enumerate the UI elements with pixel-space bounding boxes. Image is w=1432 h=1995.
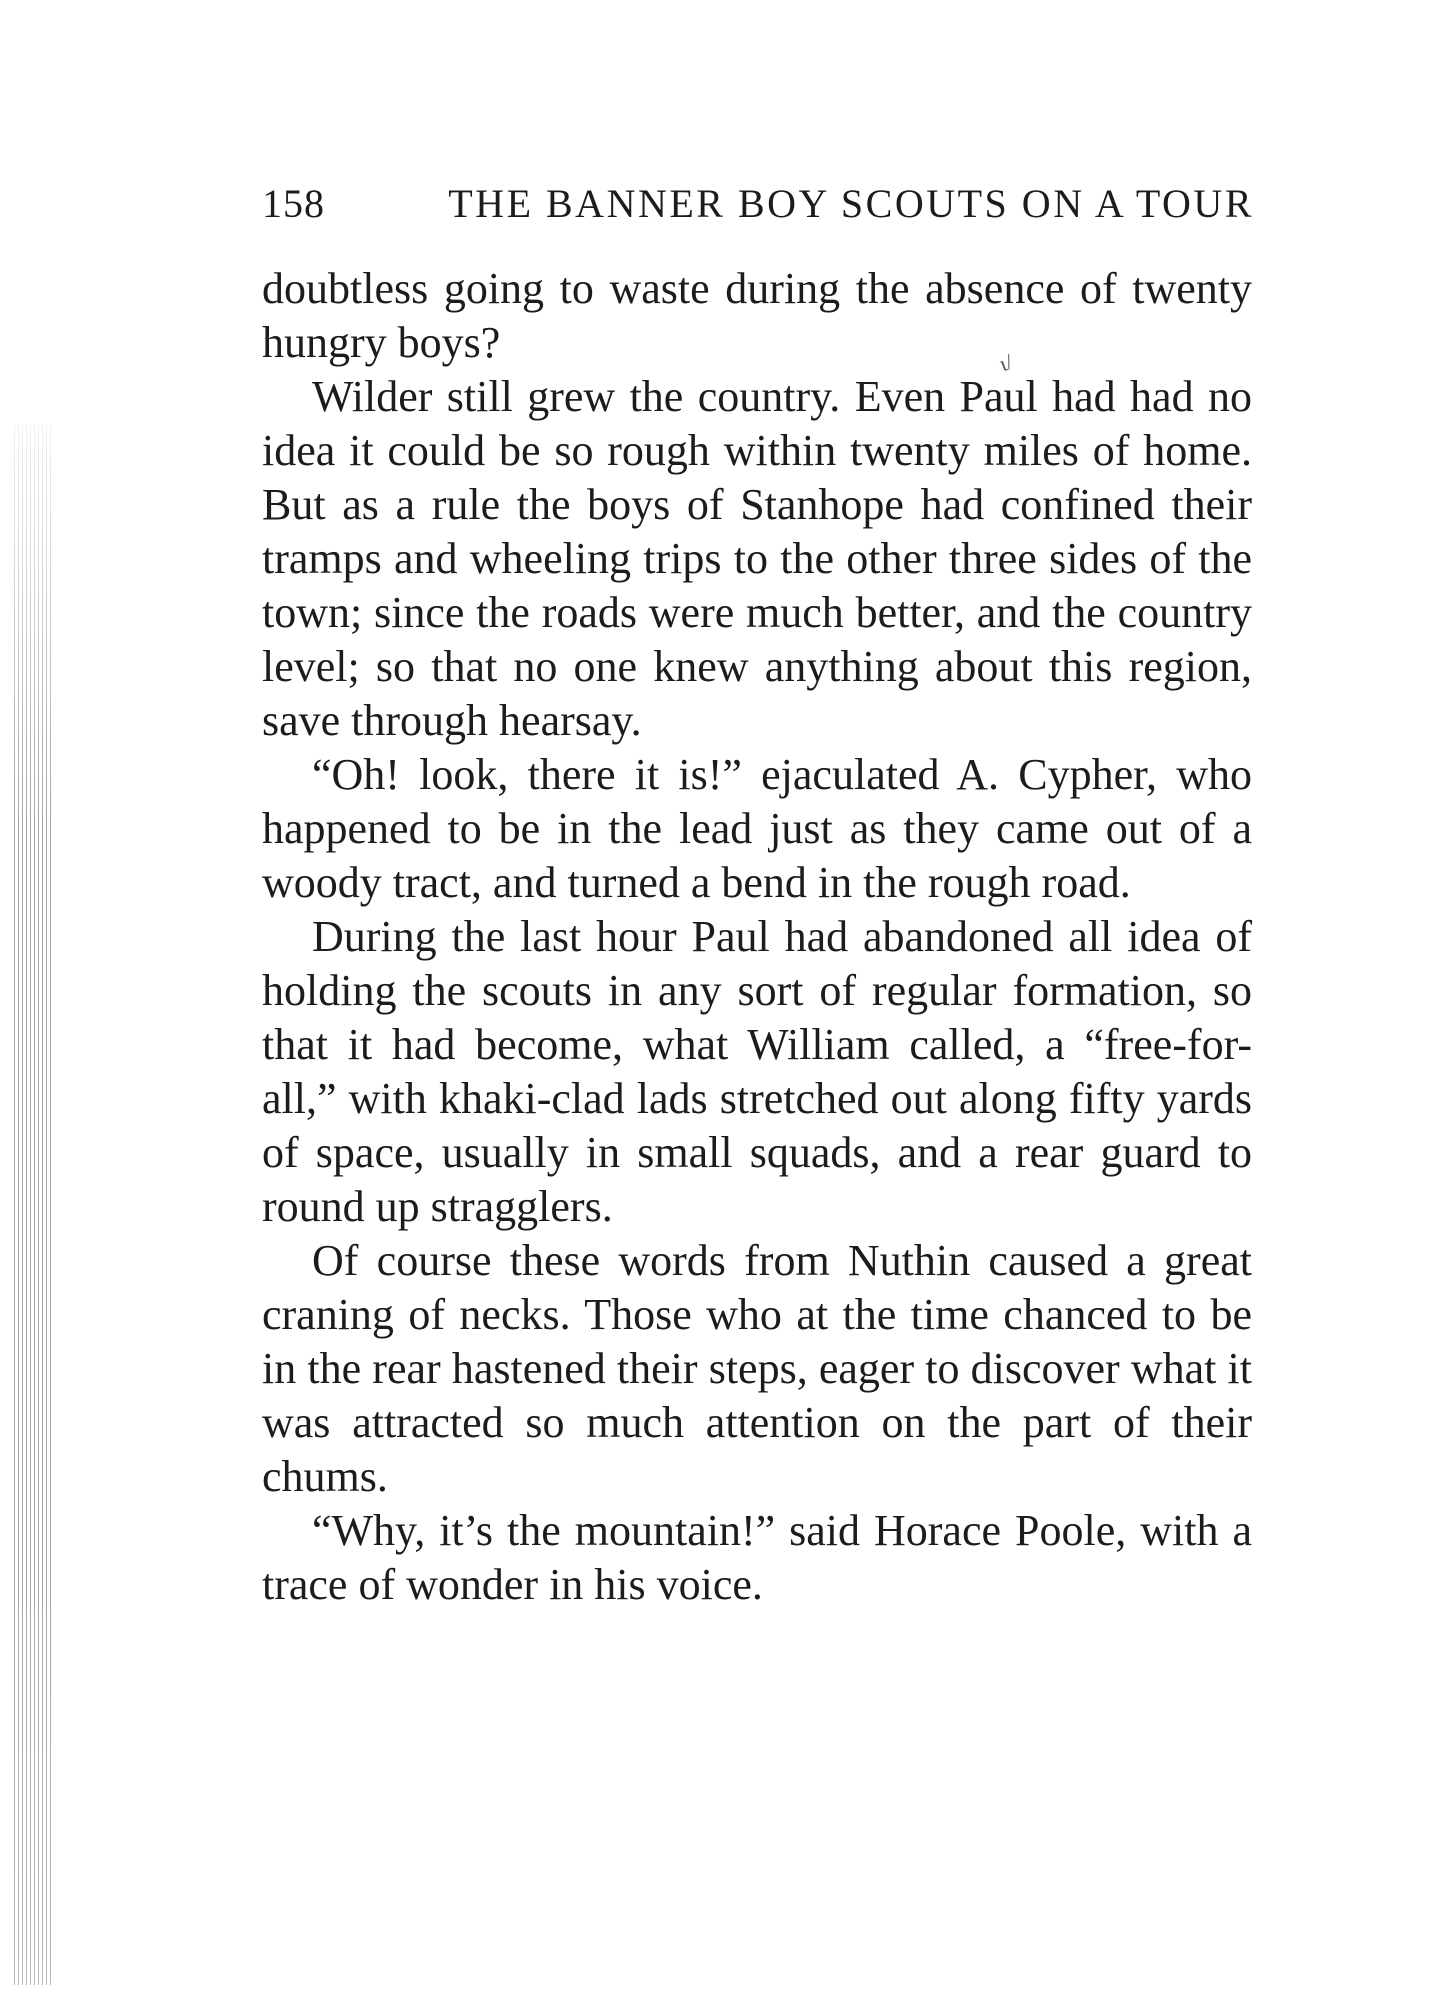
paragraph: doubtless going to waste during the absence of twenty hungry boys? <box>262 264 1252 367</box>
running-title: THE BANNER BOY SCOUTS ON A TOUR <box>448 181 1254 226</box>
page-number: 158 <box>262 181 325 226</box>
pencil-mark: ι/ <box>995 348 1016 377</box>
paragraph: Of course these words from Nuthin caused a great craning of necks. Those who at the time chanced to be in the rear hastened their steps, eager to discover what it was attracted so much attention on the part of their chums. <box>262 1236 1252 1501</box>
paragraph: Wilder still grew the country. Even Paul had had no idea it could be so rough within twenty miles of home. But as a rule the boys of Stanhope had confined their tramps and wheeling trips to the other three sides of the town; since the roads were much better, and the country level; so that no one knew anything about this region, save through hearsay. <box>262 372 1252 745</box>
paragraph: “Oh! look, there it is!” ejaculated A. Cypher, who happened to be in the lead just as they came out of a woody tract, and turned a bend in the rough road. <box>262 750 1252 907</box>
paragraph: “Why, it’s the mountain!” said Horace Poole, with a trace of wonder in his voice. <box>262 1506 1252 1609</box>
paragraph: During the last hour Paul had abandoned all idea of holding the scouts in any sort of regular formation, so that it had become, what William called, a “free-for-all,” with khaki-clad lads stretched out along fifty yards of space, usually in small squads, and a rear guard to round up stragglers. <box>262 912 1252 1231</box>
page-header <box>262 180 1254 240</box>
body-text <box>262 262 1252 1612</box>
